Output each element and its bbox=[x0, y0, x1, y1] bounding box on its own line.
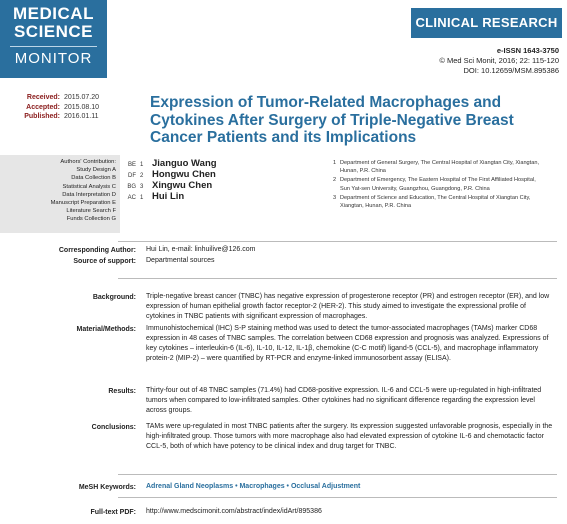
date-label: Published: bbox=[24, 113, 60, 120]
affiliation-item bbox=[333, 176, 558, 192]
contribution-item: Funds Collection G bbox=[66, 216, 116, 223]
date-label: Received: bbox=[26, 94, 60, 101]
author-name: Jianguo Wang bbox=[152, 158, 217, 169]
author-name: Xingwu Chen bbox=[152, 180, 213, 191]
results-label: Results: bbox=[108, 388, 136, 395]
divider bbox=[118, 497, 557, 498]
affiliation-line: Department of General Surgery, The Central Hospital of Xiangtan City, Xiangtan, bbox=[340, 160, 539, 166]
contribution-item: Literature Search F bbox=[66, 208, 116, 215]
author-name: Hui Lin bbox=[152, 191, 185, 202]
author-contribution-code: AC bbox=[127, 195, 136, 201]
date-row-received bbox=[12, 93, 99, 103]
affiliation-item bbox=[333, 194, 558, 210]
date-row-accepted bbox=[12, 103, 99, 113]
conclusions-text: TAMs were up-regulated in most TNBC patients after the surgery. Its expression suggested unfavorable prognosis, especially in the high-infiltrated group. Those tumors with more macrophage also had elevated expression of cytokine IL-6 and chemotactic factor CCL-5, both of which have potency to be clinical index and drug target for TNBC. bbox=[146, 423, 553, 450]
full-text-pdf-link[interactable]: http://www.medscimonit.com/abstract/index/idArt/895386 bbox=[146, 508, 322, 515]
results-text: Thirty-four out of 48 TNBC samples (71.4%) had CD68-positive expression. IL-6 and CCL-5 were up-regulated in high-infiltrated tumors when compared to low-infiltrated samples. Other cytokines had no significant difference regarding the expression level across groups. bbox=[146, 387, 542, 414]
logo-divider bbox=[10, 46, 97, 47]
conclusions-label: Conclusions: bbox=[91, 424, 136, 431]
article-meta bbox=[439, 46, 559, 76]
methods-label: Material/Methods: bbox=[76, 326, 136, 333]
methods-text: Immunohistochemical (IHC) S-P staining method was used to detect the tumor-associated macrophages (TAMs) marker CD68 expression in 48 cases of TNBC samples. The correlation between CD68 expression and prognosis was analyzed. Expressions of key cytokines – interleukin-6 (IL-6), IL-10, IL-12, IL-1β, chemokine (C-C motif) ligand-5 (CCL-5), and macrophage inflammatory protein-2 (MIP-2) – were quantified by RT-PCR and enzyme-linked immunosorbent assay (ELISA). bbox=[146, 325, 549, 362]
affiliation-line: Department of Science and Education, The Central Hospital of Xiangtan City, bbox=[340, 194, 531, 201]
contribution-item: Study Design A bbox=[76, 167, 116, 174]
affiliation-line: Sun Yat-sen University, Guangzhou, Guangdong, P.R. China bbox=[340, 185, 490, 192]
article-dates bbox=[12, 93, 99, 122]
author-affiliation-number: 1 bbox=[140, 195, 144, 201]
source-of-support-value: Departmental sources bbox=[146, 257, 215, 264]
affiliation-number: 1 bbox=[333, 160, 337, 166]
authors-contributions bbox=[4, 158, 116, 224]
divider bbox=[118, 278, 557, 279]
author-affiliation-number: 3 bbox=[140, 184, 144, 190]
doi[interactable]: DOI: 10.12659/MSM.895386 bbox=[463, 66, 559, 75]
date-value: 2015.07.20 bbox=[64, 94, 100, 101]
date-label: Accepted: bbox=[26, 103, 60, 111]
background-label: Background: bbox=[92, 294, 136, 301]
affiliation-line: Department of Emergency, The Eastern Hospital of The First Affiliated Hospital, bbox=[340, 177, 536, 184]
author-affiliation-number: 2 bbox=[140, 173, 144, 179]
contribution-item: Data Interpretation D bbox=[62, 191, 116, 198]
contribution-item: Statistical Analysis C bbox=[62, 183, 116, 190]
mesh-keywords-value[interactable]: Adrenal Gland Neoplasms • Macrophages • Occlusal Adjustment bbox=[146, 483, 361, 490]
affiliation-number: 3 bbox=[333, 194, 337, 201]
author-contribution-code: BE bbox=[127, 162, 136, 168]
article-title: Expression of Tumor-Related Macrophages and Cytokines After Surgery of Triple-Negative Breast Cancer Patients and its Implications bbox=[150, 94, 514, 146]
corresponding-author-value[interactable]: Hui Lin, e-mail: linhuilive@126.com bbox=[146, 246, 256, 253]
journal-logo bbox=[0, 0, 107, 78]
contribution-item: Manuscript Preparation E bbox=[50, 200, 116, 207]
logo-line-monitor: MONITOR bbox=[14, 50, 93, 67]
logo-line-science: SCIENCE bbox=[13, 22, 94, 41]
affiliation-line: Hunan, P.R. China bbox=[340, 168, 386, 175]
citation: © Med Sci Monit, 2016; 22: 115-120 bbox=[439, 56, 559, 65]
mesh-keywords-label: MeSH Keywords: bbox=[78, 484, 136, 491]
divider bbox=[118, 474, 557, 475]
date-value: 2015.08.10 bbox=[64, 103, 100, 111]
author-row bbox=[118, 169, 318, 180]
author-row bbox=[118, 158, 318, 169]
logo-line-medical: MEDICAL bbox=[13, 4, 94, 23]
section-banner: CLINICAL RESEARCH bbox=[411, 8, 562, 38]
source-of-support-label: Source of support: bbox=[73, 258, 136, 265]
author-name: Hongwu Chen bbox=[152, 169, 216, 180]
author-row bbox=[118, 191, 318, 202]
background-text: Triple-negative breast cancer (TNBC) has negative expression of progesterone receptor (PR) and estrogen receptor (ER), and low expression of human epithelial growth factor receptor-2 (HER-2). This study aimed to investigate the expressional profile of cytokines in TNBC patients with significant expression of macrophages. bbox=[146, 293, 550, 320]
contribution-heading: Authors' Contribution: bbox=[60, 159, 116, 165]
author-row bbox=[118, 180, 318, 191]
contribution-item: Data Collection B bbox=[71, 175, 116, 182]
date-value: 2016.01.11 bbox=[64, 113, 99, 120]
date-row-published bbox=[12, 112, 99, 122]
issn: e-ISSN 1643-3750 bbox=[496, 46, 559, 55]
affiliation-number: 2 bbox=[333, 177, 337, 184]
author-contribution-code: BG bbox=[127, 184, 136, 190]
corresponding-author-label: Corresponding Author: bbox=[58, 247, 136, 254]
author-affiliation-number: 1 bbox=[140, 162, 144, 168]
divider bbox=[118, 241, 557, 242]
author-contribution-code: DF bbox=[128, 173, 136, 179]
full-text-pdf-label: Full-text PDF: bbox=[90, 509, 136, 516]
affiliation-item bbox=[333, 159, 558, 175]
affiliation-list bbox=[333, 159, 558, 211]
affiliation-line: Xiangtan, Hunan, P.R. China bbox=[340, 203, 412, 210]
author-list bbox=[118, 158, 318, 202]
